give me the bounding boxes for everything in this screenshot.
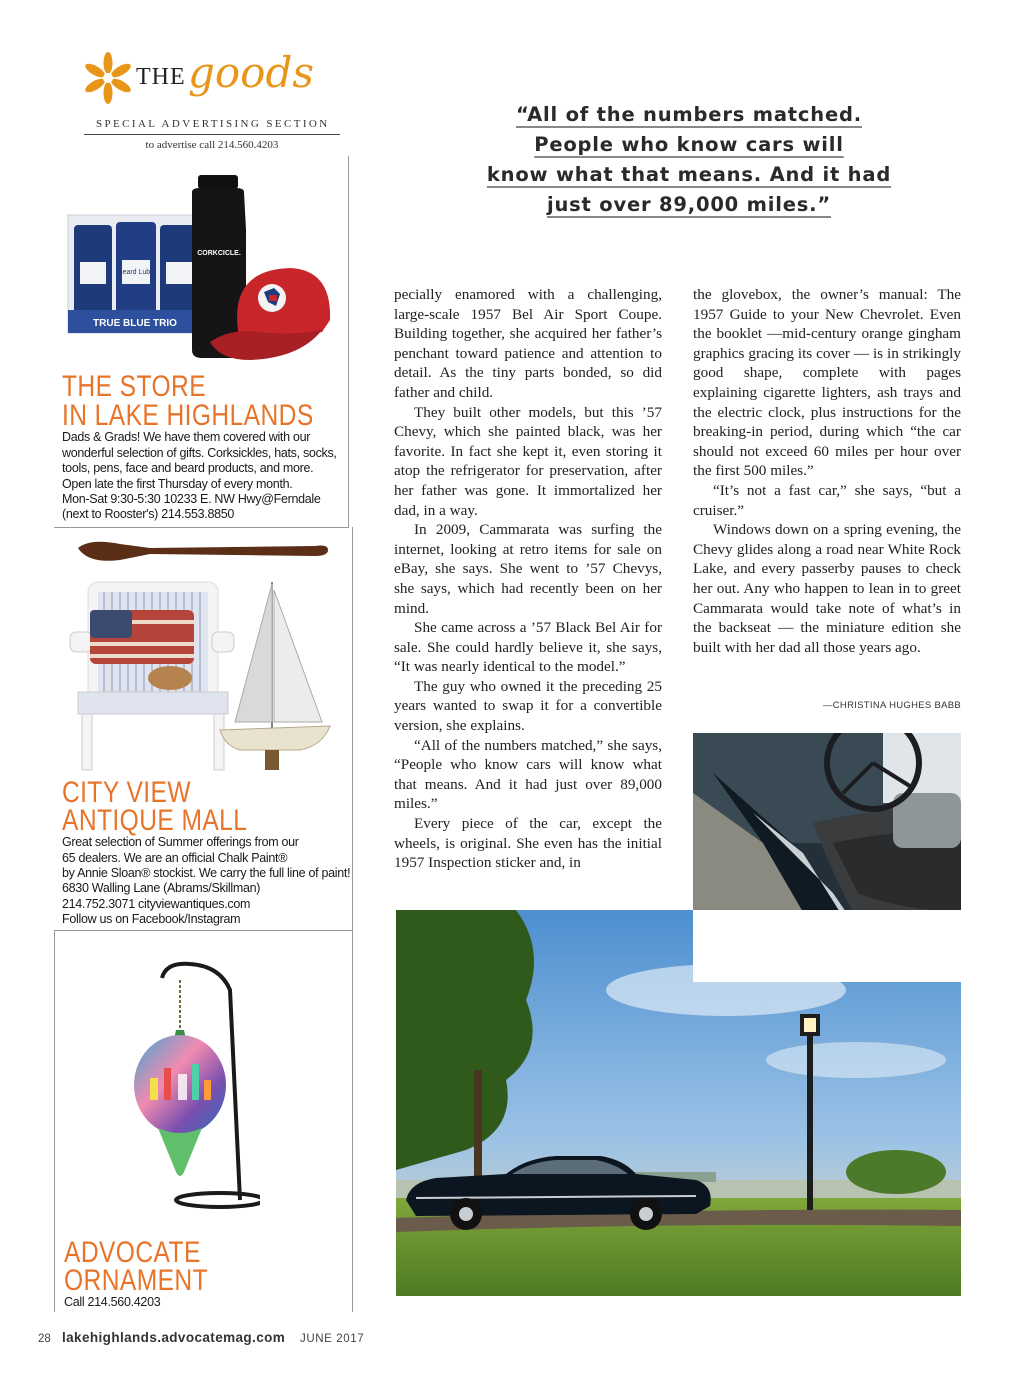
ornament-title-line1: ADVOCATE: [64, 1236, 201, 1269]
cityview-title-line2: ANTIQUE MALL: [62, 804, 248, 837]
logo-the-text: THE: [136, 64, 186, 90]
article-byline: —CHRISTINA HUGHES BABB: [822, 700, 961, 711]
pull-quote-line3: know what that means. And it had: [486, 163, 892, 186]
article-paragraph: They built other models, but this ’57 Chevy, which she painted black, was her favorite. In fact she kept it, even storing it atop the refrigerator for preservation, after her father was gone. It immortalized her dad, in a way.: [394, 403, 662, 519]
pull-quote-line2: People who know cars will: [534, 133, 844, 156]
corkcicle-label: CORKCICLE.: [197, 250, 241, 257]
cityview-line1: Great selection of Summer offerings from our: [62, 835, 299, 849]
ad-divider-1: [54, 527, 349, 528]
cityview-contact: 214.752.3071 cityviewantiques.com: [62, 897, 251, 911]
true-blue-trio-label: TRUE BLUE TRIO: [93, 318, 177, 329]
ad-border-right-1: [348, 156, 349, 528]
article-column-2: [693, 285, 961, 657]
ad-border-right-2: [352, 527, 353, 931]
masthead-divider: [84, 134, 340, 135]
chevy-lake-photo: [396, 910, 961, 1296]
advertise-line: to advertise call 214.560.4203: [145, 139, 279, 151]
pull-quote-line1: “All of the numbers matched.: [516, 103, 862, 126]
cityview-address: 6830 Walling Lane (Abrams/Skillman): [62, 881, 261, 895]
article-paragraph: The guy who owned it the preceding 25 years wanted to swap it for a convertible version, she explains.: [394, 677, 662, 735]
article-paragraph: She came across a ’57 Black Bel Air for sale. She could hardly believe it, she says, “It was nearly identical to the model.”: [394, 619, 662, 676]
page-number: 28: [38, 1333, 51, 1345]
cityview-social: Follow us on Facebook/Instagram: [62, 912, 241, 926]
store-note: (next to Rooster's) 214.553.8850: [62, 507, 235, 521]
ornament-call: Call 214.560.4203: [64, 1295, 161, 1309]
cityview-line2: 65 dealers. We are an official Chalk Paint®: [62, 851, 288, 865]
ad-divider-2: [54, 930, 353, 931]
article-paragraph: “It’s not a fast car,” she says, “but a cruiser.”: [693, 481, 961, 519]
article-paragraph: “All of the numbers matched,” she says, “People who know cars will know what that means. And it had just over 89,000 miles.”: [394, 736, 662, 813]
article-paragraph: pecially enamored with a challenging, large-scale 1957 Bel Air Sport Coupe. Building together, she acquired her father’s penchant toward patience and attention to detail. As the tiny parts bonded, so did father and child.: [394, 286, 662, 401]
logo-goods-text: goods: [188, 48, 314, 97]
cityview-line3: by Annie Sloan® stockist. We carry the full line of paint!: [62, 866, 351, 880]
store-products-image: [60, 170, 340, 375]
store-title-line1: THE STORE: [62, 370, 207, 403]
section-label: SPECIAL ADVERTISING SECTION: [96, 118, 330, 130]
ad-border-right-3: [352, 930, 353, 1312]
footer-issue: JUNE 2017: [300, 1333, 365, 1345]
article-column-1: [394, 285, 662, 873]
article-paragraph: In 2009, Cammarata was surfing the internet, looking at retro items for sale on eBay, she says. She went to ’57 Chevys, she says, which had recently been on her mind.: [394, 521, 662, 617]
flower-logo-icon: [80, 48, 136, 104]
article-paragraph: Windows down on a spring evening, the Chevy glides along a road near White Rock Lake, and every passerby pauses to check her out. Any who happen to lean in to greet Cammarata would take note of what’s in the backseat — the miniature edition she built with her dad all those years ago.: [693, 521, 961, 656]
ad-border-left-3: [54, 930, 55, 1312]
store-title-line2: IN LAKE HIGHLANDS: [62, 399, 314, 432]
ornament-image: [120, 960, 260, 1215]
beard-lube-label: Beard Lube: [117, 269, 155, 276]
store-description: Dads & Grads! We have them covered with our wonderful selection of gifts. Corksickles, hats, socks, tools, pens, face and beard products, and more. Open late the first Thursday of every month.: [62, 430, 337, 491]
pull-quote-line4: just over 89,000 miles.”: [546, 193, 831, 216]
footer-site: lakehighlands.advocatemag.com: [62, 1330, 286, 1345]
cityview-title-line1: CITY VIEW: [62, 776, 191, 809]
article-paragraph: Every piece of the car, except the wheels, is original. She even has the initial 1957 Inspection sticker and, in: [394, 815, 662, 872]
pull-quote: [470, 100, 908, 220]
article-paragraph: the glovebox, the owner’s manual: The 1957 Guide to your New Chevrolet. Even the booklet —mid-century orange gingham graphics gracing its cover — is in strikingly good shape, complete with pages explaining cigarette lighters, ash trays and the electric clock, plus instructions for the breaking-in period, during which “the car should not exceed 60 miles per hour over the first 500 miles.”: [693, 286, 961, 480]
antique-items-image: [60, 532, 345, 777]
store-hours: Mon-Sat 9:30-5:30 10233 E. NW Hwy@Ferndale: [62, 492, 321, 506]
ornament-title-line2: ORNAMENT: [64, 1264, 209, 1297]
